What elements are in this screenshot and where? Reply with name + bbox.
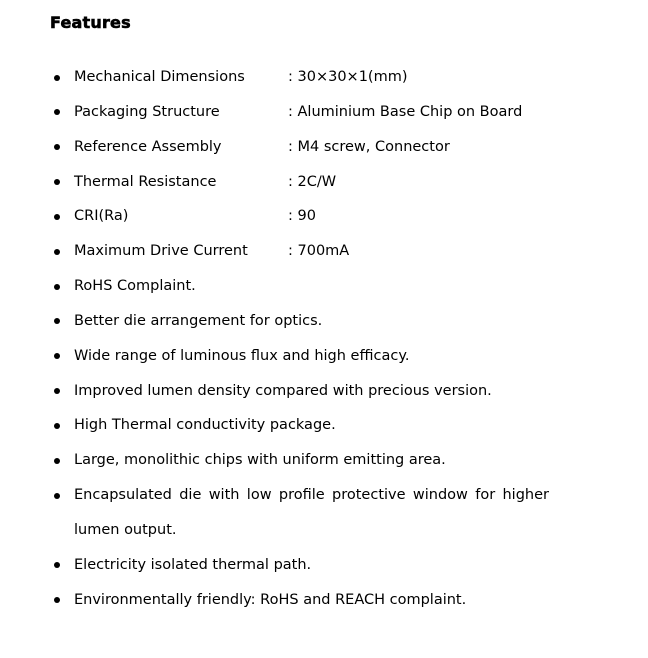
bullet-icon [54, 423, 60, 429]
spec-label: Maximum Drive Current [74, 243, 248, 260]
spec-item-thermal-resistance [50, 165, 610, 200]
features-list [50, 60, 610, 618]
bullet-icon [54, 597, 60, 603]
feature-text: Electricity isolated thermal path. [74, 556, 312, 573]
spec-value: : Aluminium Base Chip on Board [288, 103, 523, 120]
feature-item [50, 269, 610, 304]
bullet-icon [54, 562, 60, 568]
spec-item-cri [50, 199, 610, 234]
bullet-icon [54, 179, 60, 185]
bullet-icon [54, 249, 60, 255]
spec-label: Thermal Resistance [74, 173, 217, 190]
feature-item [50, 408, 610, 443]
feature-text: Better die arrangement for optics. [74, 312, 323, 329]
feature-item [50, 478, 610, 548]
bullet-icon [54, 493, 60, 499]
spec-label: Packaging Structure [74, 103, 220, 120]
feature-item [50, 583, 610, 618]
features-heading: Features [50, 13, 131, 32]
spec-value: : 700mA [288, 243, 350, 260]
bullet-icon [54, 284, 60, 290]
spec-item-max-drive-current [50, 234, 610, 269]
feature-text: Wide range of luminous flux and high efficacy. [74, 347, 410, 364]
feature-item [50, 548, 610, 583]
feature-text: High Thermal conductivity package. [74, 417, 336, 434]
spec-item-packaging-structure [50, 95, 610, 130]
feature-text: RoHS Complaint. [74, 278, 196, 295]
feature-item [50, 304, 610, 339]
feature-item [50, 443, 610, 478]
feature-item [50, 339, 610, 374]
feature-text: Environmentally friendly: RoHS and REACH complaint. [74, 591, 467, 608]
bullet-icon [54, 109, 60, 115]
bullet-icon [54, 214, 60, 220]
spec-label: CRI(Ra) [74, 208, 129, 225]
spec-value: : 90 [288, 208, 316, 225]
bullet-icon [54, 458, 60, 464]
spec-item-mechanical-dimensions [50, 60, 610, 95]
spec-label: Mechanical Dimensions [74, 69, 245, 85]
spec-value: : 30×30×1(mm) [288, 69, 408, 85]
bullet-icon [54, 144, 60, 150]
spec-label: Reference Assembly [74, 138, 222, 155]
feature-text: Improved lumen density compared with precious version. [74, 382, 492, 399]
spec-value: : M4 screw, Connector [288, 138, 450, 155]
feature-text: Large, monolithic chips with uniform emitting area. [74, 452, 446, 469]
spec-item-reference-assembly [50, 130, 610, 165]
feature-text: Encapsulated die with low profile protective window for higher lumen output. [74, 487, 549, 538]
bullet-icon [54, 353, 60, 359]
feature-item [50, 374, 610, 409]
bullet-icon [54, 388, 60, 394]
spec-value: : 2C/W [288, 173, 337, 190]
bullet-icon [54, 318, 60, 324]
bullet-icon [54, 75, 60, 81]
